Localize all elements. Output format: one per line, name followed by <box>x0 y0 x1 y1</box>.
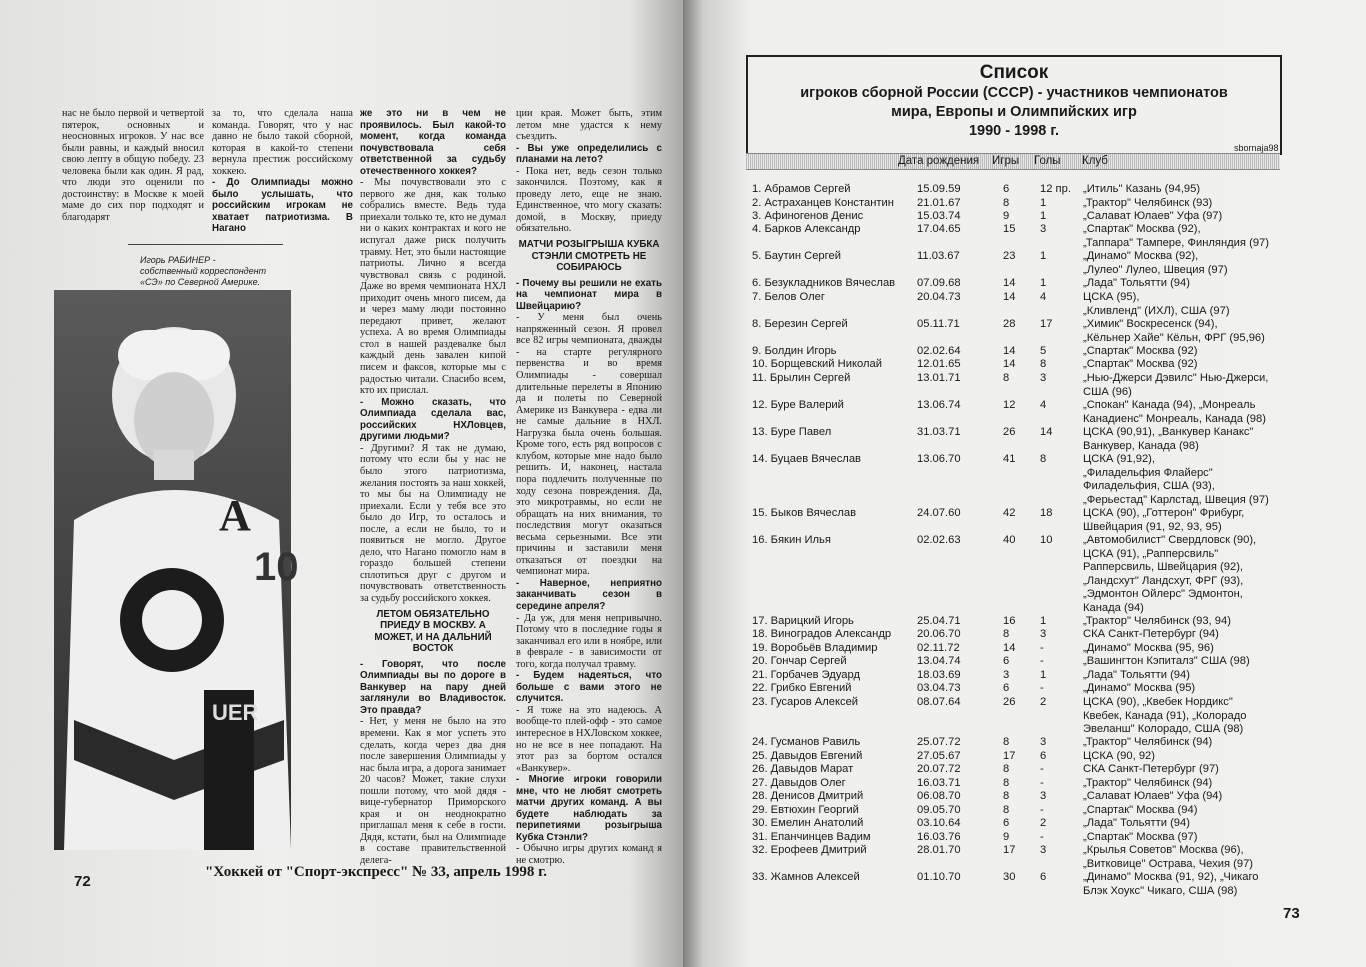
player-name: 20. Гончар Сергей <box>752 655 847 667</box>
club-line: Ванкувер, Канада (98) <box>1083 439 1199 452</box>
games-count: 17 <box>1003 844 1016 856</box>
text-column-1 <box>62 108 204 223</box>
header-goals: Голы <box>1034 155 1061 167</box>
goals-count: 1 <box>1040 669 1047 681</box>
club-line: „Итиль" Казань (94,95) <box>1083 183 1201 195</box>
birth-date: 21.01.67 <box>917 197 961 209</box>
games-count: 17 <box>1003 750 1016 762</box>
player-name: 24. Гусманов Равиль <box>752 736 861 748</box>
birth-date: 13.06.74 <box>917 399 961 411</box>
player-name: 11. Брылин Сергей <box>752 372 851 384</box>
club-line: ЦСКА (91), „Рапперсвиль" <box>1083 547 1219 560</box>
interview-answer: ции края. Может быть, этим летом мне удастся к нему съездить. <box>516 108 662 143</box>
player-name: 30. Емелин Анатолий <box>752 817 864 829</box>
birth-date: 17.04.65 <box>917 223 961 235</box>
player-name: 8. Березин Сергей <box>752 318 848 330</box>
club-line: „Салават Юлаев" Уфа (94) <box>1083 790 1223 802</box>
table-header <box>746 153 1280 170</box>
games-count: 23 <box>1003 250 1016 262</box>
games-count: 26 <box>1003 426 1016 438</box>
player-name: 19. Воробьёв Владимир <box>752 642 878 654</box>
list-subtitle-line-1: игроков сборной России (СССР) - участников чемпионатов <box>800 85 1228 101</box>
club-line: ЦСКА (90,91), „Ванкувер Канакс" <box>1083 426 1254 438</box>
player-name: 10. Борщевский Николай <box>752 358 882 370</box>
club-line: СКА Санкт-Петербург (97) <box>1083 763 1219 775</box>
games-count: 14 <box>1003 642 1016 654</box>
player-name: 31. Епанчинцев Вадим <box>752 831 871 843</box>
club-line: Квебек, Канада (91), „Колорадо <box>1083 709 1247 722</box>
games-count: 40 <box>1003 534 1016 546</box>
games-count: 26 <box>1003 696 1016 708</box>
games-count: 16 <box>1003 615 1016 627</box>
club-line: „Крылья Советов" Москва (96), <box>1083 844 1244 856</box>
player-name: 16. Бякин Илья <box>752 534 831 546</box>
club-line: „Трактор" Челябинск (94) <box>1083 777 1213 789</box>
club-line: „Трактор" Челябинск (93, 94) <box>1083 615 1231 627</box>
club-line: „Спартак" Москва (92) <box>1083 358 1198 370</box>
club-line: Канадиенс" Монреаль, Канада (98) <box>1083 412 1266 425</box>
goals-count: 3 <box>1040 628 1047 640</box>
games-count: 8 <box>1003 736 1010 748</box>
club-line: „Спартак" Москва (92) <box>1083 345 1198 357</box>
club-line: Швейцария (91, 92, 93, 95) <box>1083 520 1222 533</box>
games-count: 8 <box>1003 790 1010 802</box>
club-line: „Спокан" Канада (94), „Монреаль <box>1083 399 1256 411</box>
games-count: 14 <box>1003 291 1016 303</box>
interview-answer: за то, что сделала наша команда. Говорят, что у нас давно не было такой сборной, которая в какой-то степени вернула престиж российскому хоккею. <box>212 108 353 177</box>
player-name: 17. Варицкий Игорь <box>752 615 854 627</box>
games-count: 41 <box>1003 453 1016 465</box>
svg-text:A: A <box>219 491 251 540</box>
club-line: „Динамо" Москва (95, 96) <box>1083 642 1214 654</box>
text-column-2 <box>212 108 353 235</box>
list-subtitle-line-2: мира, Европы и Олимпийских игр <box>891 104 1137 120</box>
interview-question: - Говорят, что после Олимпиады вы по дороге в Ванкувер на пару дней заглянули во Владивосток. Это правда? <box>360 658 506 716</box>
interview-question: - Почему вы решили не ехать на чемпионат мира в Швейцарию? <box>516 277 662 312</box>
goals-count: 2 <box>1040 817 1047 829</box>
interview-answer: - Другими? Я так не думаю, потому что если бы у нас не было этого патриотизма, желания постоять за наш хоккей, то мы бы на Олимпиаду не приехали. Если у тебя все это было до Игр, то осталось и после, а если не было, то и появиться не могло. Другое дело, что Нагано помогло нам в гораздо большей степени сплотиться друг с другом и почувствовать ответственность за судьбу российского хоккея. <box>360 442 506 604</box>
player-image-illustration <box>54 290 299 850</box>
games-count: 6 <box>1003 183 1010 195</box>
club-line: „Спартак" Москва (94) <box>1083 804 1198 816</box>
birth-date: 12.01.65 <box>917 358 961 370</box>
birth-date: 20.07.72 <box>917 763 961 775</box>
goals-count: 18 <box>1040 507 1053 519</box>
birth-date: 16.03.76 <box>917 831 961 843</box>
interview-question: - Будем надеяться, что больше с вами этого не случится. <box>516 670 662 705</box>
player-name: 22. Грибко Евгений <box>752 682 852 694</box>
birth-date: 01.10.70 <box>917 871 961 883</box>
source-tag: sbornaja98 <box>1234 143 1279 153</box>
club-line: ЦСКА (95), <box>1083 291 1140 303</box>
page-number-left: 72 <box>74 873 91 890</box>
birth-date: 11.03.67 <box>917 250 960 262</box>
club-line: „Спартак" Москва (92), <box>1083 223 1201 235</box>
goals-count: 8 <box>1040 358 1047 370</box>
goals-count: 1 <box>1040 250 1047 262</box>
player-name: 12. Буре Валерий <box>752 399 844 411</box>
player-name: 28. Денисов Дмитрий <box>752 790 864 802</box>
birth-date: 13.01.71 <box>917 372 961 384</box>
club-line: Рапперсвиль, Швейцария (92), <box>1083 561 1244 573</box>
birth-date: 13.06.70 <box>917 453 961 465</box>
goals-count: 5 <box>1040 345 1047 357</box>
birth-date: 08.07.64 <box>917 696 961 708</box>
birth-date: 09.05.70 <box>917 804 961 816</box>
birth-date: 25.04.71 <box>917 615 961 627</box>
player-name: 32. Ерофеев Дмитрий <box>752 844 867 856</box>
club-line: „Кливленд" (ИХЛ), США (97) <box>1083 304 1230 317</box>
club-line: „Эдмонтон Ойлерс" Эдмонтон, <box>1083 588 1243 600</box>
goals-count: 12 пр. <box>1040 183 1071 195</box>
goals-count: 3 <box>1040 736 1047 748</box>
player-name: 26. Давыдов Марат <box>752 763 854 775</box>
goals-count: - <box>1040 763 1044 775</box>
goals-count: 4 <box>1040 291 1047 303</box>
club-line: „Кёльнер Хайе" Кёльн, ФРГ (95,96) <box>1083 331 1265 344</box>
birth-date: 24.07.60 <box>917 507 961 519</box>
games-count: 14 <box>1003 345 1016 357</box>
birth-date: 05.11.71 <box>917 318 960 330</box>
club-line: „Лада" Тольятти (94) <box>1083 669 1190 681</box>
player-name: 2. Астраханцев Константин <box>752 197 894 209</box>
club-line: „Лада" Тольятти (94) <box>1083 277 1190 289</box>
header-birth: Дата рождения <box>898 155 980 167</box>
games-count: 6 <box>1003 817 1010 829</box>
player-name: 29. Евтюхин Георгий <box>752 804 859 816</box>
interview-answer: - Мы почувствовали это с первого же дня, как только собрались вместе. Ведь туда приехали только те, кто не думал ни о каких контрактах и кого не испугал даже риск получить травму. Нет, это были настоящие патриоты. Лично я всегда чувствовал связь с родиной. Даже во время чемпионата НХЛ приходит очень много писем, да и через маму люди постоянно передают привет, желают успеха. А во время Олимпиады стол в нашей раздевалке был каждый день завален кипой писем и факсов, которые мы с радостью читали. Спасибо всем, кто их прислал. <box>360 177 506 397</box>
birth-date: 28.01.70 <box>917 844 961 856</box>
svg-text:10: 10 <box>254 545 299 589</box>
birth-date: 18.03.69 <box>917 669 961 681</box>
club-line: ЦСКА (90), „Готтерон" Фрибург, <box>1083 507 1245 519</box>
club-line: „Трактор" Челябинск (93) <box>1083 197 1213 209</box>
games-count: 6 <box>1003 682 1010 694</box>
goals-count: 1 <box>1040 210 1047 222</box>
club-line: Эвеланш" Колорадо, США (98) <box>1083 723 1244 735</box>
birth-date: 25.07.72 <box>917 736 961 748</box>
goals-count: 3 <box>1040 223 1047 235</box>
player-name: 4. Барков Александр <box>752 223 861 235</box>
birth-date: 02.11.72 <box>917 642 960 654</box>
text-column-3 <box>360 108 506 867</box>
games-count: 8 <box>1003 372 1010 384</box>
birth-date: 20.04.73 <box>917 291 961 303</box>
photo-caption: Игорь РАБИНЕР - собственный корреспондент «СЭ» по Северной Америке. <box>140 255 267 287</box>
player-name: 25. Давыдов Евгений <box>752 750 863 762</box>
section-heading: ЛЕТОМ ОБЯЗАТЕЛЬНО ПРИЕДУ В МОСКВУ. А МОЖЕТ, И НА ДАЛЬНИЙ ВОСТОК <box>374 608 492 655</box>
goals-count: 14 <box>1040 426 1053 438</box>
goals-count: - <box>1040 642 1044 654</box>
club-line: „Ферьестад" Карлстад, Швеция (97) <box>1083 493 1269 506</box>
player-name: 23. Гусаров Алексей <box>752 696 859 708</box>
club-line: „Динамо" Москва (91, 92), „Чикаго <box>1083 871 1259 883</box>
interview-question: - Можно сказать, что Олимпиада сделала вас, российских НХЛовцев, другими людьми? <box>360 396 506 443</box>
interview-answer: нас не было первой и четвертой пятерок, основных и неосновных игроков. У нас все были равны, и каждый вносил свою лепту в общую победу. 23 человека были как один. Я рад, что люди это оценили по достоинству: в Москве к моей маме до сих пор подходят и благодарят <box>62 108 204 223</box>
player-name: 14. Буцаев Вячеслав <box>752 453 861 465</box>
list-subtitle-line-3: 1990 - 1998 г. <box>968 123 1060 139</box>
birth-date: 03.10.64 <box>917 817 961 829</box>
goals-count: 6 <box>1040 871 1047 883</box>
club-line: „Филадельфия Флайерс" <box>1083 466 1213 479</box>
goals-count: 3 <box>1040 844 1047 856</box>
birth-date: 20.06.70 <box>917 628 961 640</box>
games-count: 9 <box>1003 831 1010 843</box>
goals-count: 6 <box>1040 750 1047 762</box>
games-count: 42 <box>1003 507 1016 519</box>
birth-date: 31.03.71 <box>917 426 961 438</box>
caption-rule <box>128 244 283 245</box>
goals-count: 1 <box>1040 277 1047 289</box>
text-column-4 <box>516 108 662 867</box>
games-count: 9 <box>1003 210 1010 222</box>
games-count: 14 <box>1003 358 1016 370</box>
interview-answer: - У меня был очень напряженный сезон. Я провел все 82 игры чемпионата, дважды - на старте регулярного первенства и во время Олимпиады - совершал длительные перелеты в Японию да и полеты по Северной Америке из Ванкувера - едва ли не самые дальние в НХЛ. Нагрузка была очень большая. Кроме того, есть ряд вопросов с клубом, которые мне надо было решить. И, наконец, настала пора подлечить полученные по ходу сезона повреждения. Да, это микротравмы, но если не обращать на них внимания, то последствия могут оказаться весьма серьезными. Все эти причины и заставили меня отказаться от поездки на чемпионат мира. <box>516 312 662 578</box>
birth-date: 02.02.63 <box>917 534 961 546</box>
games-count: 8 <box>1003 804 1010 816</box>
club-line: „Спартак" Москва (97) <box>1083 831 1198 843</box>
club-line: „Таппара" Тампере, Финляндия (97) <box>1083 236 1269 249</box>
header-games: Игры <box>992 155 1020 167</box>
games-count: 12 <box>1003 399 1016 411</box>
hockey-player-photo <box>54 290 299 850</box>
player-name: 6. Безукладников Вячеслав <box>752 277 896 289</box>
goals-count: - <box>1040 682 1044 694</box>
games-count: 8 <box>1003 628 1010 640</box>
club-line: ЦСКА (90, 92) <box>1083 750 1155 762</box>
club-line: ЦСКА (90), „Квебек Нордикс" <box>1083 696 1233 708</box>
club-line: „Трактор" Челябинск (94) <box>1083 736 1213 748</box>
player-name: 33. Жамнов Алексей <box>752 871 860 883</box>
goals-count: 1 <box>1040 197 1047 209</box>
player-name: 21. Горбачев Эдуард <box>752 669 861 681</box>
player-name: 3. Афиногенов Денис <box>752 210 864 222</box>
games-count: 8 <box>1003 197 1010 209</box>
birth-date: 15.09.59 <box>917 183 961 195</box>
interview-question: - Наверное, неприятно заканчивать сезон в середине апреля? <box>516 577 662 612</box>
goals-count: 10 <box>1040 534 1053 546</box>
interview-answer: - Я тоже на это надеюсь. А вообще-то плей-офф - это самое интересное в НХЛовском хоккее, но не все в нее попадают. На этот раз за бортом остался «Ванкувер». <box>516 704 663 774</box>
games-count: 15 <box>1003 223 1016 235</box>
header-club: Клуб <box>1082 155 1108 167</box>
player-name: 27. Давыдов Олег <box>752 777 846 789</box>
birth-date: 13.04.74 <box>917 655 961 667</box>
birth-date: 02.02.64 <box>917 345 961 357</box>
interview-question: - До Олимпиады можно было услышать, что российским игрокам не хватает патриотизма. В Нагано <box>212 177 353 235</box>
birth-date: 06.08.70 <box>917 790 961 802</box>
goals-count: 17 <box>1040 318 1053 330</box>
games-count: 8 <box>1003 777 1010 789</box>
club-line: Канада (94) <box>1083 601 1144 614</box>
club-line: СКА Санкт-Петербург (94) <box>1083 628 1219 640</box>
player-name: 9. Болдин Игорь <box>752 345 837 357</box>
interview-answer: - Нет, у меня не было на это времени. Как я мог успеть это сделать, когда через два дня после завершения Олимпиады у нас была игра, а дорога занимает 20 часов? Может, такие слухи пошли потому, что мой дядя - вице-губернатор Приморского края и он неоднократно приглашал меня к себе в гости. Дядя, кстати, был на Олимпиаде в составе правительственной делега- <box>360 716 506 866</box>
club-line: „Витковице" Острава, Чехия (97) <box>1083 857 1254 870</box>
page-footer: "Хоккей от "Спорт-экспресс" № 33, апрель 1998 г. <box>205 864 548 880</box>
games-count: 14 <box>1003 277 1016 289</box>
games-count: 30 <box>1003 871 1016 883</box>
club-line: „Динамо" Москва (95) <box>1083 682 1196 694</box>
games-count: 28 <box>1003 318 1016 330</box>
interview-answer: - Пока нет, ведь сезон только закончился. Поэтому, как я проведу лето, еще не знаю. Единственное, что могу сказать: домой, в Москву, приеду обязательно. <box>516 165 662 235</box>
club-line: „Лулео" Лулео, Швеция (97) <box>1083 263 1228 276</box>
goals-count: - <box>1040 831 1044 843</box>
games-count: 8 <box>1003 763 1010 775</box>
interview-question: же это ни в чем не проявилось. Был какой-то момент, когда команда почувствовала себя ответственной за судьбу отечественного хоккея? <box>360 108 506 177</box>
list-title-box <box>746 55 1282 155</box>
list-title: Список <box>979 62 1049 83</box>
birth-date: 07.09.68 <box>917 277 961 289</box>
goals-count: - <box>1040 655 1044 667</box>
player-name: 15. Быков Вячеслав <box>752 507 857 519</box>
goals-count: - <box>1040 777 1044 789</box>
goals-count: 4 <box>1040 399 1047 411</box>
birth-date: 16.03.71 <box>917 777 961 789</box>
club-line: „Автомобилист" Свердловск (90), <box>1083 534 1257 546</box>
interview-question: - Вы уже определились с планами на лето? <box>516 142 662 166</box>
games-count: 6 <box>1003 655 1010 667</box>
goals-count: 1 <box>1040 615 1047 627</box>
club-line: „Салават Юлаев" Уфа (97) <box>1083 210 1223 222</box>
player-name: 13. Буре Павел <box>752 426 832 438</box>
club-line: ЦСКА (91,92), <box>1083 453 1155 465</box>
player-name: 18. Виноградов Александр <box>752 628 892 640</box>
interview-answer: - Обычно игры других команд я не смотрю. <box>516 843 662 866</box>
birth-date: 27.05.67 <box>917 750 961 762</box>
svg-text:UER: UER <box>212 700 259 725</box>
interview-question: - Многие игроки говорили мне, что не любят смотреть матчи других команд. А вы будете наблюдать за перипетиями розыгрыша Кубка Стэнли? <box>516 774 662 843</box>
club-line: Филадельфия, США (93), <box>1083 480 1215 492</box>
interview-answer: - Да уж, для меня непривычно. Потому что в последние годы я заканчивал его или в ноябре, или в феврале - в зависимости от того, когда получал травму. <box>516 612 662 670</box>
club-line: „Химик" Воскресенск (94), <box>1083 318 1218 330</box>
club-line: „Нью-Джерси Дэвилс" Нью-Джерси, <box>1083 372 1269 384</box>
player-name: 7. Белов Олег <box>752 291 825 303</box>
goals-count: 8 <box>1040 453 1047 465</box>
goals-count: 2 <box>1040 696 1047 708</box>
club-line: „Вашингтон Кэпиталз" США (98) <box>1083 655 1250 667</box>
club-line: „Лада" Тольятти (94) <box>1083 817 1190 829</box>
goals-count: 3 <box>1040 790 1047 802</box>
games-count: 3 <box>1003 669 1010 681</box>
goals-count: - <box>1040 804 1044 816</box>
player-name: 5. Баутин Сергей <box>752 250 841 262</box>
player-name: 1. Абрамов Сергей <box>752 183 851 195</box>
club-line: „Ландсхут" Ландсхут, ФРГ (93), <box>1083 574 1244 587</box>
club-line: США (96) <box>1083 385 1132 398</box>
birth-date: 15.03.74 <box>917 210 961 222</box>
birth-date: 03.04.73 <box>917 682 961 694</box>
club-line: „Динамо" Москва (92), <box>1083 250 1199 262</box>
page-number-right: 73 <box>1283 905 1300 922</box>
goals-count: 3 <box>1040 372 1047 384</box>
section-heading: МАТЧИ РОЗЫГРЫША КУБКА СТЭНЛИ СМОТРЕТЬ НЕ СОБИРАЮСЬ <box>518 239 660 274</box>
club-line: Блэк Хоукс" Чикаго, США (98) <box>1083 884 1238 897</box>
